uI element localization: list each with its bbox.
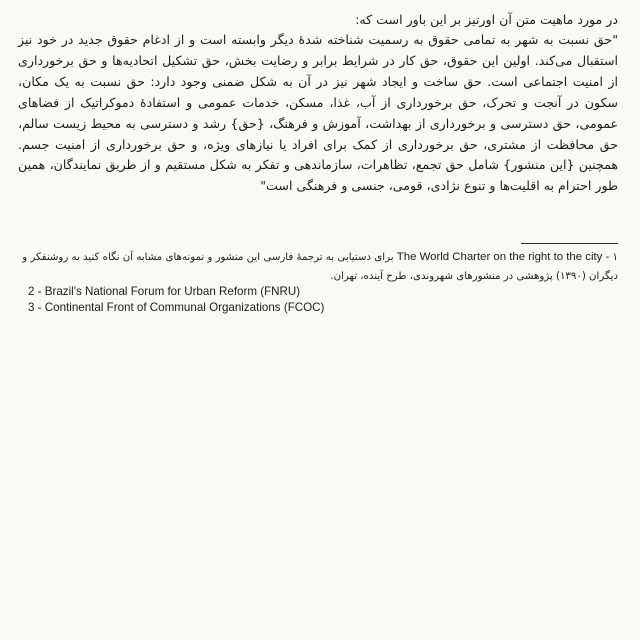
footnote-divider [521,243,618,244]
intro-sentence: در مورد ماهیت متن آن اورتیز بر این باور است که: [355,12,618,27]
charter-quote: "حق نسبت به شهر به تمامی حقوق به رسمیت شناخته شدۀ دیگر وابسته است و از ادغام حقوق جدید در خود نیز استقبال می‌کند. اولین این حقوق، حق کار در شرایط برابر و رضایت بخش، حق تشکیل اتحادیه‌ها و حق برخورداری از امنیت اجتماعی است. حق ساخت و ایجاد شهر نیز در آن به شکل ضمنی وجود دارد: حق نسبت به یک مکان، سکون در آنجت و تحرک، حق برخورداری از آب، غذا، مسکن، خدمات عمومی و استفادۀ دموکراتیک از فضاهای عمومی، حق دسترسی و برخورداری از بهداشت، آموزش و فرهنگ، {حق} رشد و دسترسی به محیط زیست سالم، حق محافظت از مشتری، حق برخورداری از کمک برای افراد یا نیازهای ویژه، و حق برخورداری از امنیت جسم. همچنین {این منشور} شامل حق تجمع، تظاهرات، سازماندهی و تفکر به شکل مستقیم و از طریق نمایندگان، همین طور احترام به اقلیت‌ها و تنوع نژادی، قومی، جنسی و فرهنگی است" [18,32,618,194]
footnote-3: 3 - Continental Front of Communal Organizations (FCOC) [28,301,325,314]
footnote-1 [18,248,618,286]
footnote-2: 2 - Brazil's National Forum for Urban Reform (FNRU) [28,285,301,298]
footnote-1-number: ۱ - [605,252,618,263]
footnote-1-text: برای دستیابی به ترجمۀ فارسی این منشور و نمونه‌های مشابه آن نگاه کنید به روشنفکر و دیگران (۱۳۹۰) پژوهشی در منشورهای شهروندی، طرح آینده، تهران. [22,252,618,282]
body-text [18,9,618,197]
footnote-1-title: The World Charter on the right to the city [396,251,603,263]
